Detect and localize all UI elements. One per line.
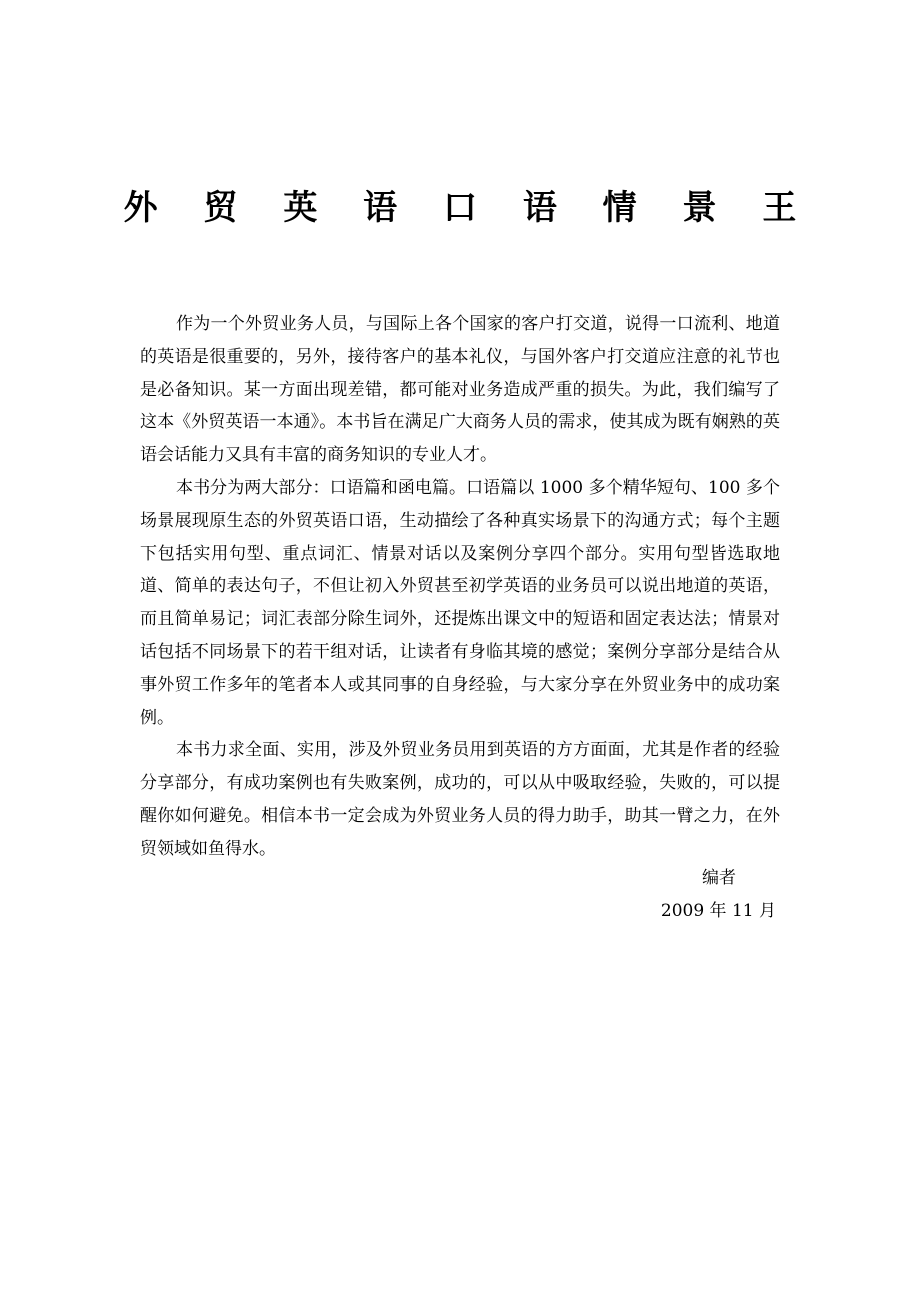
signature-block <box>600 862 776 928</box>
preface-paragraph-1: 作为一个外贸业务人员，与国际上各个国家的客户打交道，说得一口流利、地道的英语是很重要的，另外，接待客户的基本礼仪，与国外客户打交道应注意的礼节也是必备知识。某一方面出现差错，都可能对业务造成严重的损失。为此，我们编写了这本《外贸英语一本通》。本书旨在满足广大商务人员的需求，使其成为既有娴熟的英语会话能力又具有丰富的商务知识的专业人才。 <box>140 314 780 466</box>
preface-body <box>140 308 780 866</box>
preface-paragraph-3: 本书力求全面、实用，涉及外贸业务员用到英语的方方面面，尤其是作者的经验分享部分，有成功案例也有失败案例，成功的，可以从中吸取经验，失败的，可以提醒你如何避免。相信本书一定会成为外贸业务人员的得力助手，助其一臂之力，在外贸领域如鱼得水。 <box>140 740 780 859</box>
preface-paragraph-2: 本书分为两大部分：口语篇和函电篇。口语篇以 1000 多个精华短句、100 多个场景展现原生态的外贸英语口语，生动描绘了各种真实场景下的沟通方式；每个主题下包括实用句型、重点词汇、情景对话以及案例分享四个部分。实用句型皆选取地道、简单的表达句子，不但让初入外贸甚至初学英语的业务员可以说出地道的英语，而且简单易记；词汇表部分除生词外，还提炼出课文中的短语和固定表达法；情景对话包括不同场景下的若干组对话，让读者有身临其境的感觉；案例分享部分是结合从事外贸工作多年的笔者本人或其同事的自身经验，与大家分享在外贸业务中的成功案例。 <box>140 477 780 728</box>
signature-editor: 编者 <box>702 868 736 888</box>
document-title: 外 贸 英 语 口 语 情 景 王 <box>123 188 814 228</box>
signature-date: 2009 年 11 月 <box>660 900 776 921</box>
